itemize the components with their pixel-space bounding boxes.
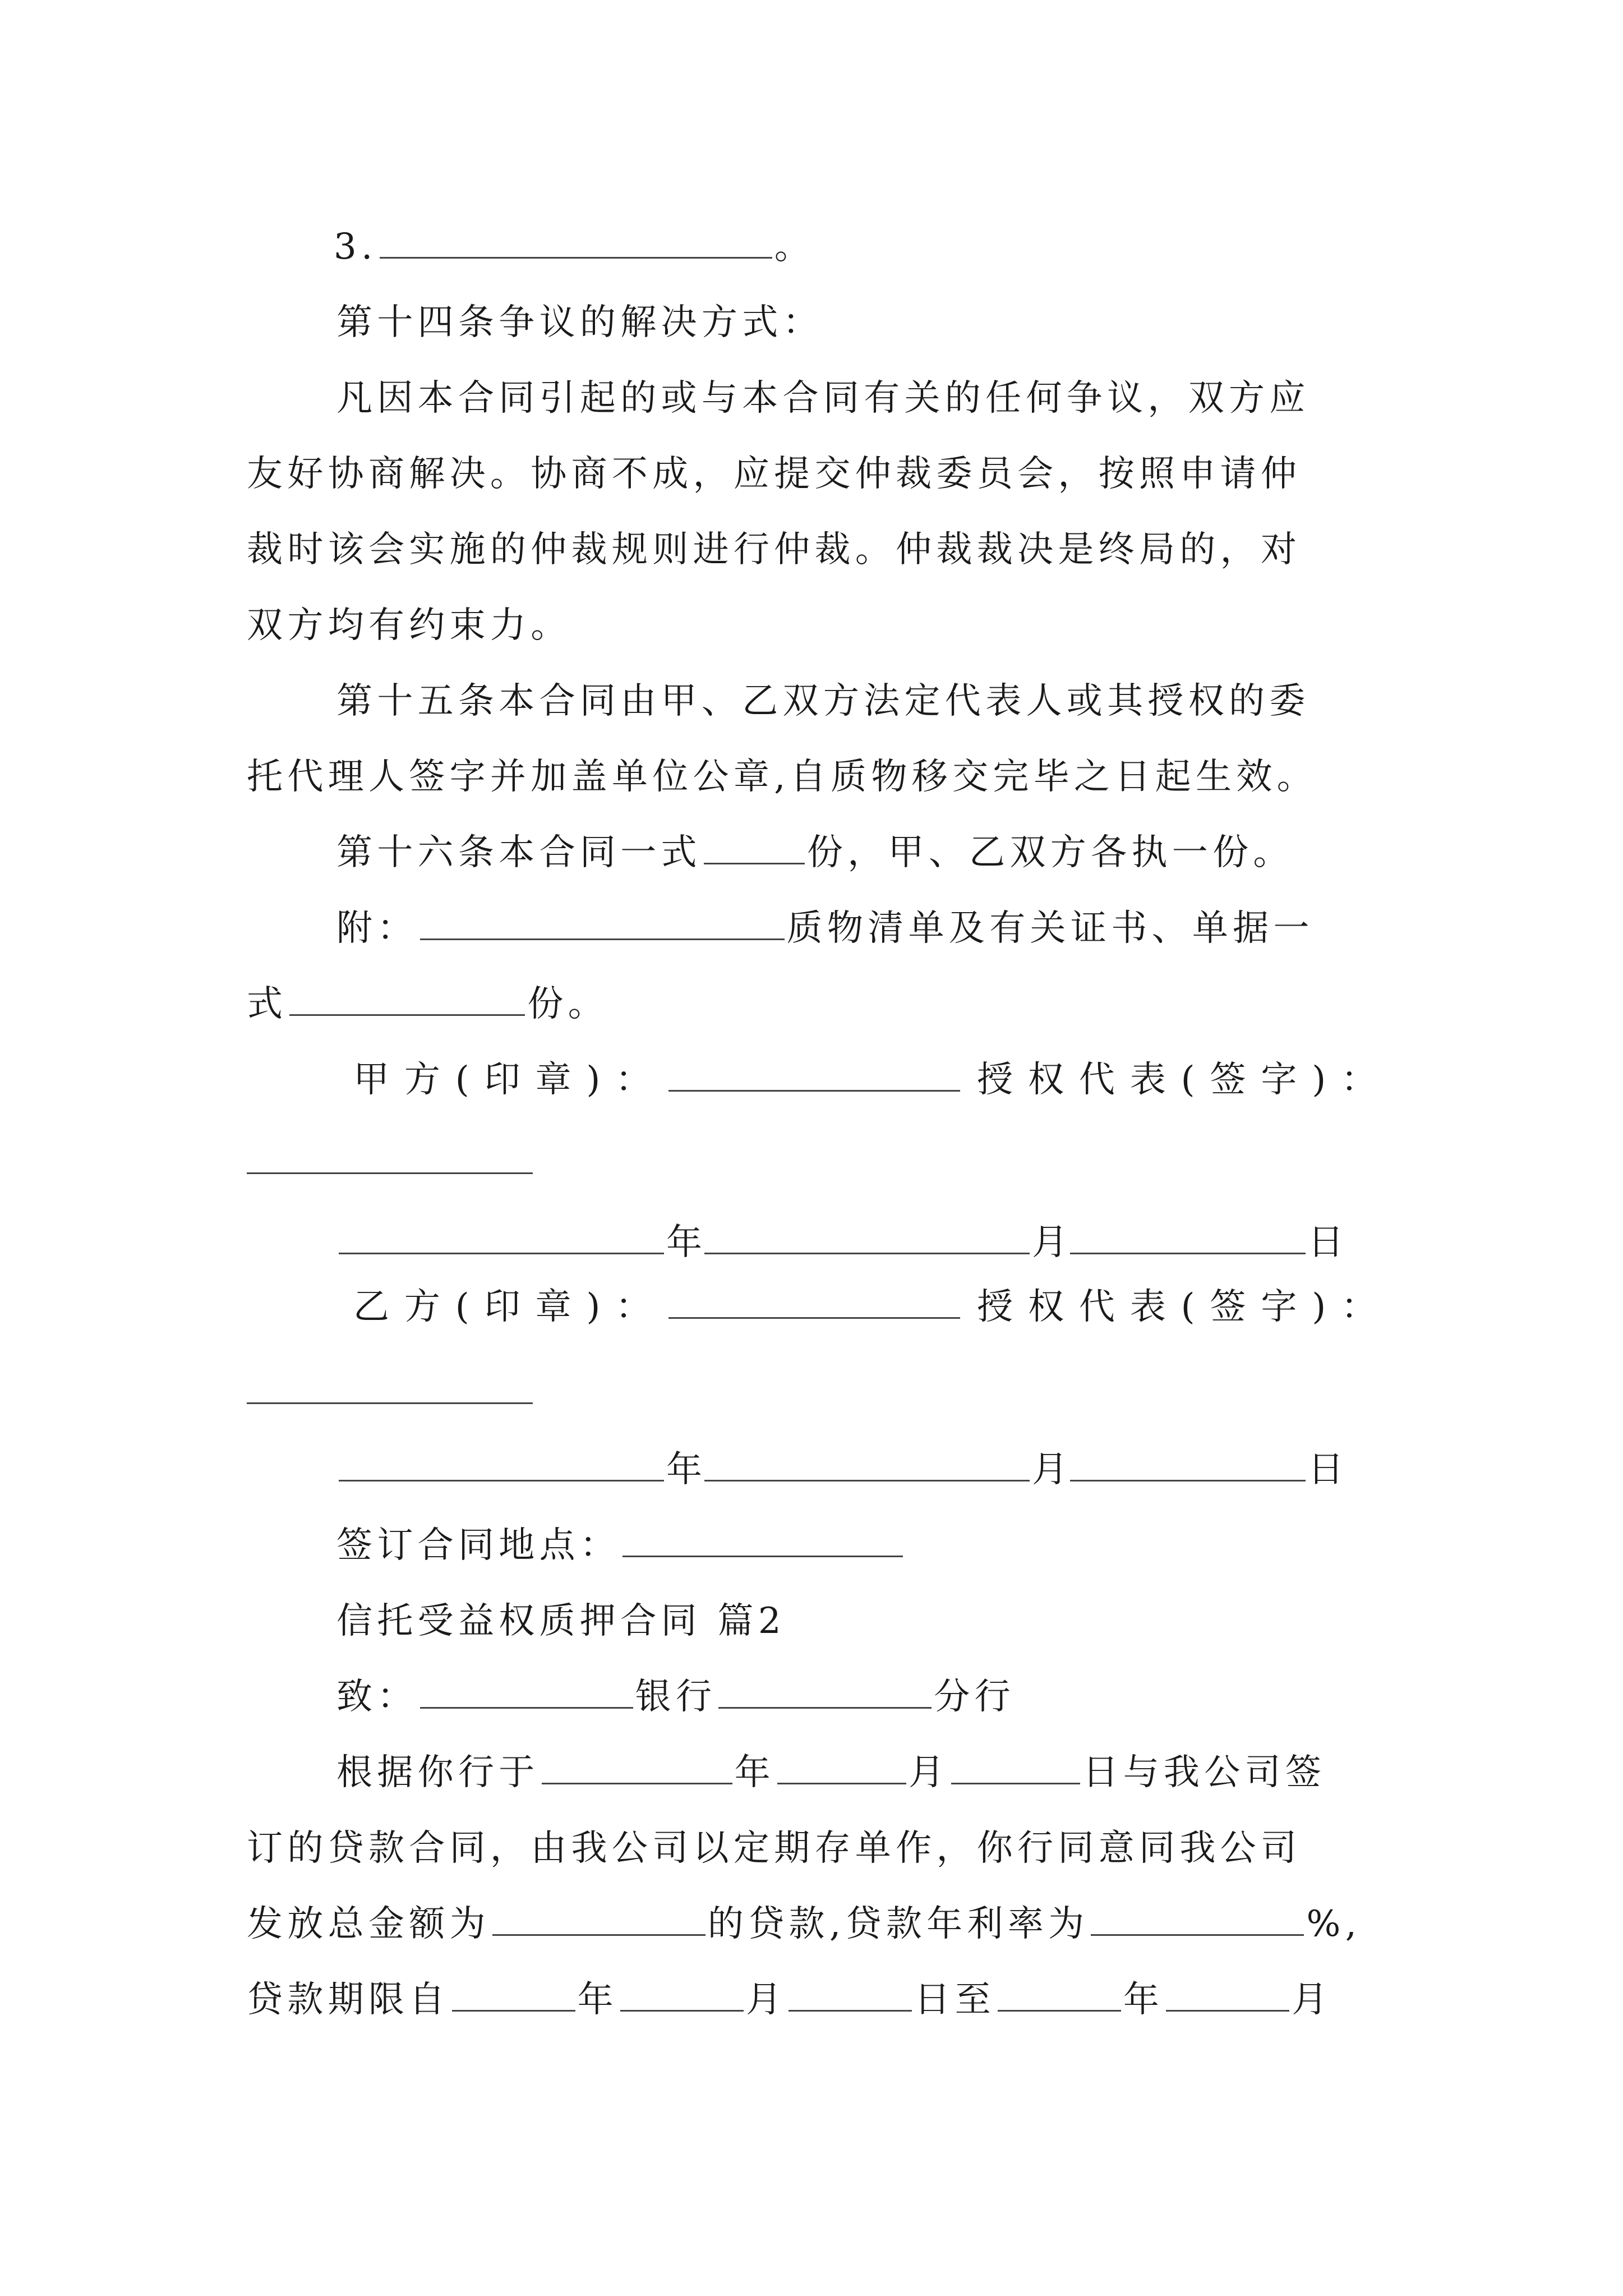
party-a-date-line: 年 月 日 xyxy=(336,1212,1344,1273)
month-field[interactable] xyxy=(777,1746,906,1784)
party-b-rep-field[interactable] xyxy=(247,1402,533,1404)
attachment-copies-field[interactable] xyxy=(289,977,525,1016)
paragraph-line: 凡因本合同引起的或与本合同有关的任何争议，双方应 xyxy=(336,378,1310,419)
attachment-line: 式 份。 xyxy=(247,973,608,1035)
end-year-field[interactable] xyxy=(998,1973,1121,2012)
start-month-field[interactable] xyxy=(620,1973,744,2012)
attachment-field[interactable] xyxy=(420,901,785,940)
month-field[interactable] xyxy=(704,1443,1030,1481)
month-field[interactable] xyxy=(704,1216,1030,1254)
attachment-line: 附： 质物清单及有关证书、单据一 xyxy=(336,898,1314,959)
start-year-field[interactable] xyxy=(452,1973,575,2012)
paragraph-line: 友好协商解决。协商不成，应提交仲裁委员会，按照申请仲 xyxy=(247,453,1302,495)
body-line: 贷款期限自 年 月 日至 年 月 xyxy=(247,1969,1332,2031)
article-16-line: 第十六条本合同一式 份，甲、乙双方各执一份。 xyxy=(336,822,1294,884)
party-a-seal-field[interactable] xyxy=(668,1053,960,1092)
party-a-rep-label: 授权代表(签字)： xyxy=(977,1059,1392,1101)
item-3-line: 3. 。 xyxy=(334,216,815,278)
amount-field[interactable] xyxy=(492,1897,706,1936)
article-15-line: 第十五条本合同由甲、乙双方法定代表人或其授权的委 xyxy=(336,680,1310,722)
paragraph-line: 双方均有约束力。 xyxy=(247,605,571,646)
interest-rate-field[interactable] xyxy=(1091,1897,1304,1936)
party-a-rep-field[interactable] xyxy=(247,1172,533,1174)
branch-field[interactable] xyxy=(718,1670,932,1709)
party-b-date-line: 年 月 日 xyxy=(336,1439,1344,1501)
section-title: 信托受益权质押合同 篇2 xyxy=(336,1600,786,1642)
day-field[interactable] xyxy=(1070,1216,1306,1254)
blank-field[interactable] xyxy=(380,220,772,259)
end-month-field[interactable] xyxy=(1166,1973,1289,2012)
paragraph-line: 裁时该会实施的仲裁规则进行仲裁。仲裁裁决是终局的，对 xyxy=(247,529,1302,570)
start-day-field[interactable] xyxy=(789,1973,912,2012)
party-b-seal-field[interactable] xyxy=(668,1280,960,1319)
year-field[interactable] xyxy=(542,1746,732,1784)
party-a-line xyxy=(353,1049,1392,1111)
copies-field[interactable] xyxy=(704,826,805,864)
day-field[interactable] xyxy=(951,1746,1080,1784)
year-field[interactable] xyxy=(339,1443,664,1481)
party-b-rep-label: 授权代表(签字)： xyxy=(977,1286,1392,1328)
party-a-seal-label: 甲方(印章)： xyxy=(353,1059,667,1101)
party-b-seal-label: 乙方(印章)： xyxy=(353,1286,667,1328)
bank-field[interactable] xyxy=(420,1670,633,1709)
addressee-line: 致： 银行 分行 xyxy=(336,1666,1015,1728)
article-14-heading: 第十四条争议的解决方式： xyxy=(336,302,823,343)
item-number: 3. xyxy=(334,226,377,268)
body-line: 发放总金额为 的贷款,贷款年利率为 %, xyxy=(247,1893,1361,1955)
signing-place-field[interactable] xyxy=(623,1519,903,1557)
body-line: 根据你行于 年 月 日与我公司签 xyxy=(336,1742,1326,1803)
signing-place-line: 签订合同地点： xyxy=(336,1515,905,1576)
party-b-line xyxy=(353,1276,1392,1338)
year-field[interactable] xyxy=(339,1216,664,1254)
article-15-line: 托代理人签字并加盖单位公章,自质物移交完毕之日起生效。 xyxy=(247,756,1317,798)
body-line: 订的贷款合同，由我公司以定期存单作，你行同意同我公司 xyxy=(247,1828,1302,1869)
day-field[interactable] xyxy=(1070,1443,1306,1481)
